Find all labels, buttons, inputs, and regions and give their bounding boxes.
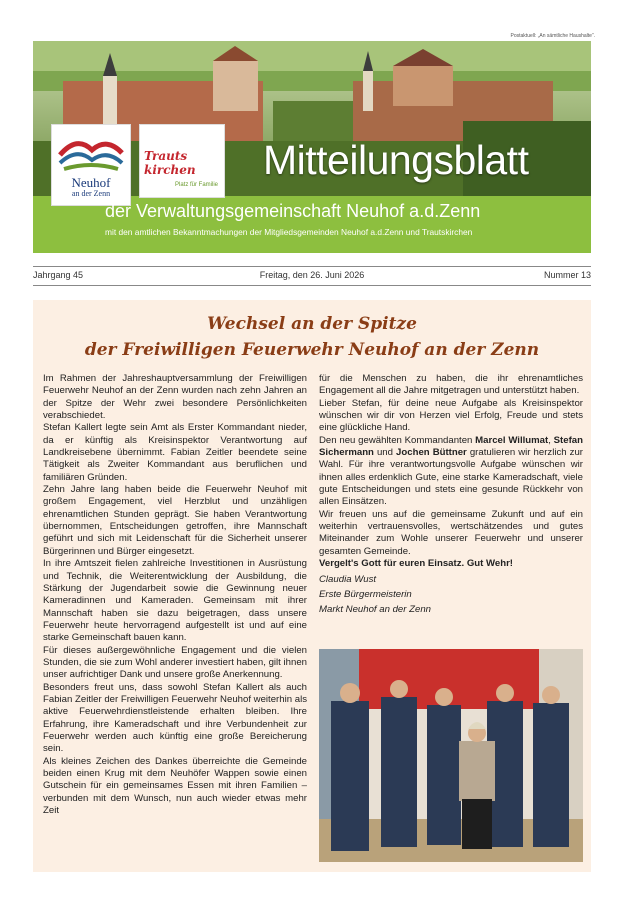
- article-paragraph: Für dieses außergewöhnliche Engagement und die vielen Stunden, die sie zum Wohl anderer investiert haben, gilt ihnen unser aufrichtiger Dank und unsere große Anerkennung.: [43, 644, 307, 681]
- article-paragraph: Wir freuen uns auf die gemeinsame Zukunft und auf ein weiterhin vertrauensvolles, wertschätzendes und gutes Miteinander zum Wohle unserer Feuerwehr und unserer gesamten Gemeinde.: [319, 508, 583, 557]
- trautskirchen-logo-line2: kirchen: [144, 163, 196, 177]
- article-paragraph-commanders: Den neu gewählten Kommandanten Marcel Willumat, Stefan Sichermann und Jochen Büttner gratulieren wir herzlich zur Wahl. Für ihre verantwortungsvolle Aufgabe wünschen wir ihnen alles erdenklich Gute, eine starke Kameradschaft, viele gute Entscheidungen und stets eine gesunde Rückkehr von allen Einsätzen.: [319, 434, 583, 508]
- neuhof-crest-icon: [52, 125, 130, 175]
- signature-name: Claudia Wust: [319, 573, 377, 585]
- trautskirchen-logo-tagline: Platz für Familie: [174, 182, 218, 188]
- article-headline-line2: der Freiwilligen Feuerwehr Neuhof an der Zenn: [84, 340, 540, 360]
- issue-info-bar: [33, 266, 591, 286]
- trautskirchen-logo-line1: Trauts: [144, 149, 188, 163]
- article-paragraph: Stefan Kallert legte sein Amt als Erster Kommandant nieder, da er künftig als Kreisinspektor Verantwortung auf Landkreisebene übernimmt. Fabian Zeitler beendete seine Tätigkeit als Zweiter Kommandant aus beruflichen und familiären Gründen.: [43, 422, 307, 483]
- masthead-subtitle: der Verwaltungsgemeinschaft Neuhof a.d.Zenn: [105, 201, 481, 221]
- commander-name: Marcel Willumat: [475, 434, 549, 446]
- article-paragraph: In ihre Amtszeit fielen zahlreiche Investitionen in Ausrüstung und Technik, die Weiterentwicklung der Ausbildung, die Stärkung der Jugendarbeit sowie die Gewinnung neuer Kameradinnen und Kameraden. Gemeinsam mit ihrer Mannschaft haben sie dazu beigetragen, dass unsere Feuerwehr heute hervorragend aufgestellt ist und auf eine starke Gemeinschaft bauen kann.: [43, 558, 307, 644]
- article-paragraph: Als kleines Zeichen des Dankes überreichte die Gemeinde beiden einen Krug mit dem Neuhöfer Wappen sowie einen Gutschein für ein gemeinsames Essen mit ihren Familien – verbunden mit dem Wunsch, nun auch wieder etwas mehr Zeit: [43, 755, 307, 817]
- article-closing: Vergelt's Gott für euren Einsatz. Gut Wehr!: [319, 558, 514, 570]
- masthead-banner: [33, 41, 591, 253]
- issue-number: Nummer 13: [543, 270, 591, 280]
- article-paragraph: Zehn Jahre lang haben beide die Feuerwehr Neuhof mit großem Engagement, viel Herzblut und unzähligen ehrenamtlichen Stunden geprägt. Sie haben Verantwortung übernommen, Entscheidungen getroffen, ihre Mannschaft geführt und sich mit Leidenschaft für die Sicherheit unserer Bürgerinnen und Bürger eingesetzt.: [43, 484, 307, 557]
- postal-note: Postaktuell: „An sämtliche Haushalte“.: [510, 33, 595, 39]
- trautskirchen-logo: [139, 124, 225, 198]
- neuhof-logo-name: Neuhof: [71, 175, 111, 190]
- commander-name: Stefan Sichermann: [319, 434, 583, 459]
- article-paragraph: Im Rahmen der Jahreshauptversammlung der Freiwilligen Feuerwehr Neuhof an der Zenn wurden nach zehn Jahren an der Spitze der Wehr zwei besondere Persönlichkeiten verabschiedet.: [43, 373, 307, 422]
- article-headline-line1: Wechsel an der Spitze: [207, 314, 417, 334]
- article-paragraph: Besonders freut uns, dass sowohl Stefan Kallert als auch Fabian Zeitler der Freiwilligen Feuerwehr Neuhof weiterhin als aktive Feuerwehrdienstleistende erhalten bleiben. Ihre Erfahrung, ihre Kameradschaft und ihre Verbundenheit zur Feuerwehr werden auch künftig eine große Bereicherung sein.: [43, 681, 307, 755]
- article-paragraph: für die Menschen zu haben, die ihr ehrenamtliches Engagement all die Jahre mitgetragen und unterstützt haben.: [319, 373, 583, 397]
- neuhof-logo: [51, 124, 131, 206]
- article-column-right: [319, 373, 583, 617]
- signature-title: Erste Bürgermeisterin: [319, 588, 412, 600]
- article-paragraph: Lieber Stefan, für deine neue Aufgabe als Kreisinspektor wünschen wir dir von Herzen viel Erfolg, Freude und stets eine glückliche Hand.: [319, 397, 583, 434]
- neuhof-logo-sub: an der Zenn: [71, 189, 111, 198]
- article-box: [33, 300, 591, 872]
- issue-date: Freitag, den 26. Juni 2026: [259, 270, 365, 280]
- commander-name: Jochen Büttner: [396, 447, 467, 459]
- signature-org: Markt Neuhof an der Zenn: [319, 604, 431, 616]
- article-column-left: [43, 373, 307, 817]
- masthead-title: Mitteilungsblatt: [263, 137, 529, 183]
- firefighters-group-photo: [319, 649, 583, 862]
- masthead-subline: mit den amtlichen Bekanntmachungen der Mitgliedsgemeinden Neuhof a.d.Zenn und Trautskirchen: [105, 227, 473, 237]
- issue-volume: Jahrgang 45: [33, 270, 84, 280]
